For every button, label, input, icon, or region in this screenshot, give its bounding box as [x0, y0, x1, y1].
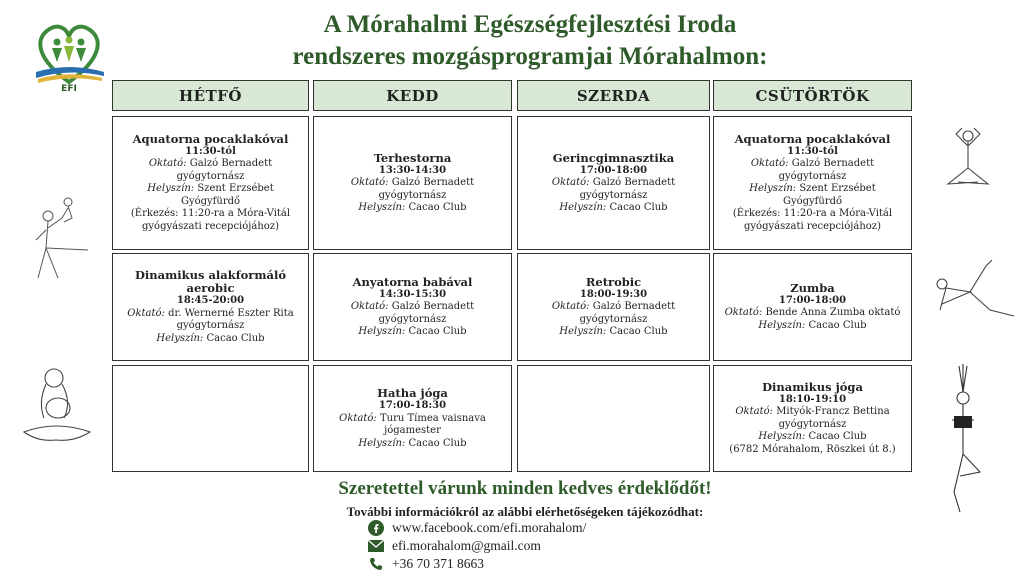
class-time: 18:00-19:30: [579, 288, 648, 300]
empty-schedule-cell: [517, 365, 710, 472]
arrival-note: (Érkezés: 11:20-ra a Móra-Vitál gyógyászati recepciójához): [130, 208, 291, 232]
day-header-wednesday: SZERDA: [517, 80, 710, 111]
instructor-label: Oktató:: [750, 158, 789, 170]
schedule-cell: [517, 253, 710, 361]
venue-label: Helyszín:: [156, 332, 204, 344]
class-time: 13:30-14:30: [378, 164, 447, 176]
instructor-name: Turu Tímea vaisnava jógamester: [379, 412, 486, 436]
instructor-name: Galzó Bernadett gyógytornász: [378, 177, 475, 201]
contact-info-intro: További információkról az alábbi elérhetőségeken tájékozódhat:: [346, 504, 704, 519]
phone-icon: [368, 556, 384, 572]
venue-name: Cacao Club: [808, 431, 867, 443]
class-name: Aquatorna pocaklakóval: [734, 131, 891, 146]
venue-label: Helyszín:: [358, 326, 406, 337]
instructor-label: Oktató:: [551, 301, 590, 312]
venue-name: Cacao Club: [408, 326, 467, 337]
class-name: Dinamikus alakformáló aerobic: [134, 268, 287, 295]
instructor-name: Bende Anna Zumba oktató: [765, 307, 901, 319]
instructor-label: Oktató:: [350, 177, 389, 188]
venue-name: Szent Erzsébet Gyógyfürdő: [782, 183, 876, 207]
schedule-cell: [713, 365, 912, 472]
class-name: Aquatorna pocaklakóval: [132, 131, 289, 146]
venue-name: Cacao Club: [808, 319, 867, 331]
kneeling-leg-raise-illustration: [930, 258, 1016, 328]
venue-address: (6782 Mórahalom, Röszkei út 8.): [729, 443, 896, 455]
venue-label: Helyszín:: [559, 326, 607, 337]
venue-name: Cacao Club: [609, 326, 668, 337]
facebook-link[interactable]: www.facebook.com/efi.morahalom/: [392, 520, 587, 535]
day-header-monday: HÉTFŐ: [112, 80, 309, 111]
day-header-thursday: CSÜTÖRTÖK: [713, 80, 912, 111]
venue-label: Helyszín:: [559, 202, 607, 213]
day-header-tuesday: KEDD: [313, 80, 512, 111]
instructor-label: Oktató:: [724, 307, 763, 319]
class-time: 11:30-tól: [787, 145, 838, 157]
schedule-cell: [517, 116, 710, 250]
mother-baby-exercise-illustration: [28, 178, 104, 298]
instructor-label: Oktató:: [339, 412, 377, 424]
schedule-cell: [313, 253, 512, 361]
venue-name: Cacao Club: [408, 202, 467, 213]
venue-label: Helyszín:: [358, 202, 406, 213]
instructor-label: Oktató:: [127, 307, 165, 319]
phone-number[interactable]: +36 70 371 8663: [392, 556, 484, 571]
instructor-name: Mityók-Francz Bettina gyógytornász: [776, 406, 890, 430]
class-time: 18:10-19:10: [778, 393, 847, 405]
venue-label: Helyszín:: [758, 431, 806, 443]
empty-schedule-cell: [112, 365, 309, 472]
venue-label: Helyszín:: [147, 183, 195, 195]
venue-label: Helyszín:: [749, 183, 797, 195]
instructor-label: Oktató:: [735, 406, 773, 418]
efi-logo: [30, 18, 108, 92]
schedule-cell: [713, 116, 912, 250]
phone-contact[interactable]: [368, 556, 484, 572]
page-title-line2: rendszeres mozgásprogramjai Mórahalmon:: [292, 43, 768, 70]
class-time: 17:00-18:00: [579, 164, 648, 176]
instructor-label: Oktató:: [350, 301, 389, 312]
class-time: 17:00-18:00: [778, 294, 847, 306]
class-time: 18:45-20:00: [176, 295, 245, 306]
instructor-name: Galzó Bernadett gyógytornász: [176, 158, 273, 182]
instructor-label: Oktató:: [551, 177, 590, 188]
facebook-contact[interactable]: [368, 520, 586, 536]
schedule-cell: [313, 365, 512, 472]
schedule-cell: [112, 116, 309, 250]
class-name: Anyatorna babával: [352, 274, 473, 289]
email-contact[interactable]: [368, 538, 541, 554]
class-time: 14:30-15:30: [378, 288, 447, 300]
instructor-name: Galzó Bernadett gyógytornász: [579, 301, 676, 325]
instructor-name: dr. Wernerné Eszter Rita gyógytornász: [168, 307, 294, 331]
instructor-label: Oktató:: [148, 158, 187, 170]
schedule-table: [112, 80, 912, 472]
schedule-cell: [713, 253, 912, 361]
class-name: Terhestorna: [373, 150, 452, 165]
venue-name: Cacao Club: [609, 202, 668, 213]
page-title-line1: A Mórahalmi Egészségfejlesztési Iroda: [323, 11, 737, 38]
arrival-note: (Érkezés: 11:20-ra a Móra-Vitál gyógyászati recepciójához): [732, 208, 893, 232]
facebook-icon: [368, 520, 384, 536]
class-name: Gerincgimnasztika: [552, 150, 675, 165]
venue-name: Szent Erzsébet Gyógyfürdő: [180, 183, 274, 207]
schedule-cell: [112, 253, 309, 361]
class-name: Dinamikus jóga: [762, 379, 863, 394]
venue-label: Helyszín:: [358, 437, 406, 449]
class-name: Hatha jóga: [377, 386, 448, 400]
pregnant-woman-sitting-illustration: [14, 362, 98, 454]
tree-pose-yoga-illustration: [930, 362, 996, 522]
envelope-icon: [368, 538, 384, 554]
class-time: 11:30-tól: [185, 145, 236, 157]
venue-label: Helyszín:: [758, 319, 806, 331]
logo-text: EFI: [61, 84, 77, 92]
venue-name: Cacao Club: [408, 437, 467, 449]
instructor-name: Galzó Bernadett gyógytornász: [579, 177, 676, 201]
email-link[interactable]: efi.morahalom@gmail.com: [392, 538, 541, 553]
instructor-name: Galzó Bernadett gyógytornász: [778, 158, 875, 182]
instructor-name: Galzó Bernadett gyógytornász: [378, 301, 475, 325]
class-time: 17:00-18:30: [378, 400, 447, 411]
welcome-message: Szeretettel várunk minden kedves érdeklődőt!: [338, 478, 712, 499]
class-name: Zumba: [790, 280, 835, 295]
venue-name: Cacao Club: [206, 332, 265, 344]
schedule-cell: [313, 116, 512, 250]
seated-yoga-pose-illustration: [938, 124, 998, 202]
class-name: Retrobic: [585, 274, 642, 289]
